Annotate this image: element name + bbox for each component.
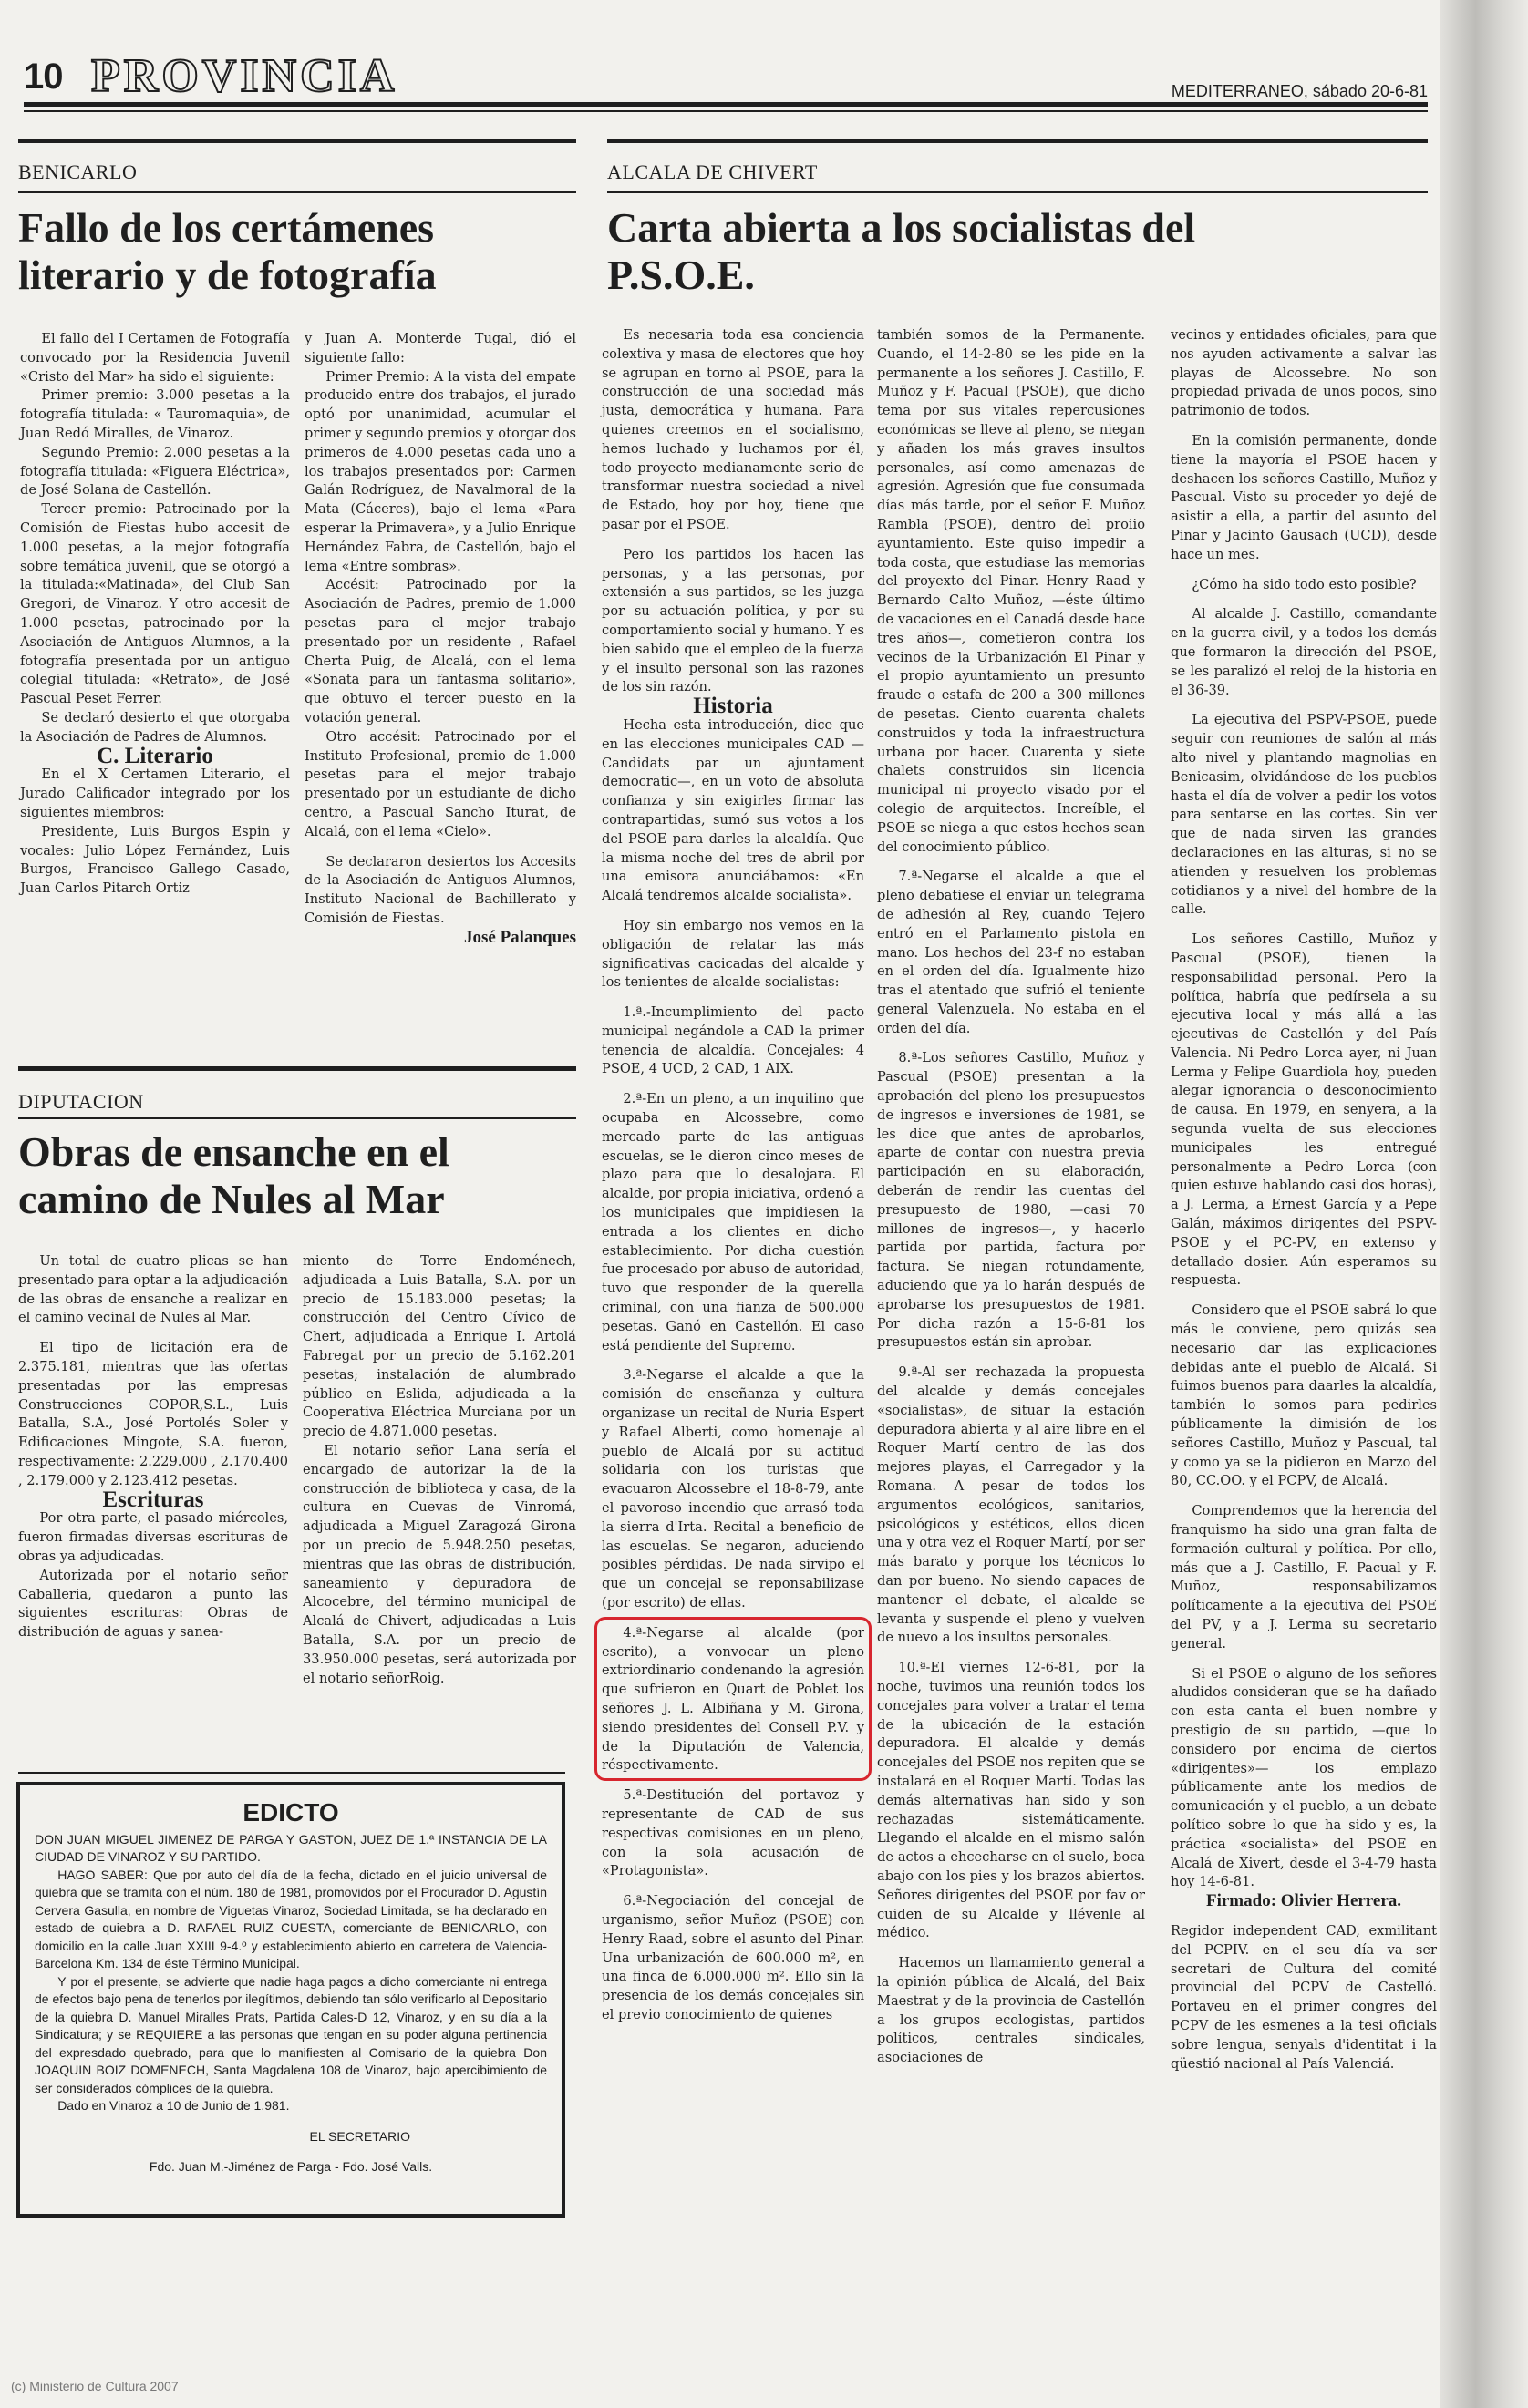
author-bio: Regidor independent CAD, exmilitant del PCPIV. en el seu día va ser secretari de Cultura del comité provincial del PCPV de Castelló. Portaveu en el primer congres del PCPV de les esmenes a la tesi oficials sobre lengua, senyals d'identitat i la qüestió nacional al País Valenciá. bbox=[1171, 1922, 1437, 2072]
highlighted-item-4: 4.ª-Negarse al alcalde (por escrito), a vonvocar un pleno extriordinario condenando la agresión que sufrieron en Quart de Poblet los señores J. L. Albiñana y M. Girona, siendo presidentes del Consell P.V. y de la Diputación de Valencia, réspectivamente. bbox=[602, 1624, 864, 1774]
section-title: PROVINCIA bbox=[91, 50, 398, 102]
alcala-kicker: ALCALA DE CHIVERT bbox=[607, 160, 818, 183]
diputacion-col-1: Un total de cuatro plicas se han presentado para optar a la adjudicación de las obras de ensanche a realizar en el camino vecinal de Nules al Mar. El tipo de licitación era de 2.375.181, mientras que las ofertas presentadas por las empresas Construcciones COPOR,S.L., Luis Batalla, S.A., José Portolés Soler y Edificaciones Mingote, S.A. fueron, respectivamente: 2.229.000 , 2.170.400 , 2.179.000 y 2.123.412 pesetas. Escrituras Por otra parte, el pasado miércoles, fueron firmadas diversas escrituras de obras ya adjudicadas. Autorizada por el notario señor Caballeria, quedaron a punto las siguientes escrituras: Obras de distribución de aguas y sanea- bbox=[18, 1253, 288, 1641]
alcala-col-1: Es necesaria toda esa conciencia colextiva y masa de electores que hoy se agrupan en torno al PSOE, para la construcción de una sociedad más justa, democrática y humana. Para quienes creemos en el socialismo, hemos luchado y luchamos por él, todo proyecto medianamente serio de transformar nuestra sociedad a nivel de Estado, hoy por hoy, tiene que pasar por el PSOE. Pero los partidos los hacen las personas, y a las personas, por extensión a sus partidos, se les juzga por su actuación política, y por su comportamiento social y humano. Y es bien sabido que el empleo de la fuerza y el insulto personal son las razones de los sin razón. Historia Hecha esta introducción, dice que en las elecciones municipales CAD —Candidats par un ajuntament democratic—, en un voto de absoluta confianza y sin exigirles firmar las contrapartidas, sumó sus votos a los del PSOE para darles la alcaldía. Que la misma noche del tres de abril por una emisora anunciábamos: «En Alcalá tendremos alcalde socialista». Hoy sin embargo nos vemos en la obligación de relatar las más significativas cacicadas del alcalde y los tenientes de alcalde socialistas: 1.ª.-Incumplimiento del pacto municipal negándole a CAD la primer tenencia de alcaldía. Concejales: 4 PSOE, 4 UCD, 2 CAD, 1 AIX. 2.ª-En un pleno, a un inquilino que ocupaba en Alcossebre, como mercado parte de las antiguas escuelas, se le dieron cinco meses de plazo para que lo desalojara. El alcalde, por propia iniciativa, ordenó a los municipales que impidiesen la entrada a los clientes en dicho establecimiento. Por dicha cuestión fue procesado por abuso de autoridad, tuvo que responder de la querella criminal, con una fianza de 500.000 pesetas. Ganó en Castellón. El caso está pendiente del Supremo. 3.ª-Negarse el alcalde a que la comisión de enseñanza y cultura organizase un recital de Nuria Espert y Rafael Alberti, como homenaje al pueblo de Alcalá por su actitud solidaria con los turistas que evacuaron Alcossebre el 18-8-79, ante el pavoroso incendio que arrasó toda la sierra d'Irta. Recital a beneficio de las escuelas. Se negaron, aduciendo posibles pérdidas. De nada sirvipo el que un concejal se reponsabilizase (por escrito) de ellas. 4.ª-Negarse al alcalde (por escrito), a vonvocar un pleno extriordinario condenando la agresión que sufrieron en Quart de Poblet los señores J. L. Albiñana y M. Girona, siendo presidentes del Consell P.V. y de la Diputación de Valencia, réspectivamente. 5.ª-Destitución del portavoz y representante de CAD de sus respectivas comisiones en un pleno, con la sola acusación de «Protagonista». 6.ª-Negociación del concejal de urganismo, señor Muñoz (PSOE) con Henry Raad, sobre el asunto del Pinar. Una urbanización de 600.000 m², en una finca de 6.000.000 m². Ello sin la presencia de los demás concejales sin el previo conocimiento de quienes bbox=[602, 327, 864, 2022]
masthead-rule-thin bbox=[24, 110, 1428, 112]
copyright: (c) Ministerio de Cultura 2007 bbox=[11, 2379, 179, 2393]
alcala-col-2: también somos de la Permanente. Cuando, el 14-2-80 se les pide en la permanente a los señores J. Castillo, F. Muñoz y F. Pacual (PSOE), que dicho tema por sus vitales repercusiones económicas se lleve al pleno, se niegan y añaden los más graves insultos personales, así como amenazas de agresión. Agresión que fue consumada días más tarde, por el señor F. Muñoz Rambla (PSOE), dentro del proiio ayuntamiento. Este quiso impedir a toda costa, que estudiase las memorias del proyexto del Pinar. Henry Raad y Bernardo Calto Muñoz, —éste último de vacaciones en el Canadá desde hace tres años—, cometieron contra los vecinos de la Urbanización El Pinar y el propio ayuntamiento un presunto fraude o estafa de 200 a 300 millones de pesetas. Ciento cuarenta chalets construidos y toda la infraestructura urbana por hacer. Cuarenta y siete chalets construidos sin licencia municipal ni proyecto visado por el colegio de arquitectos. Increíble, el PSOE se niega a que estos hechos sean del conocimiento público. 7.ª-Negarse el alcalde a que el pleno debatiese el enviar un telegrama de adhesión al Rey, cuando Tejero entró en el Parlamento pistola en mano. Los hechos del 23-f no estaban en el orden del día. Igualmente hizo tras el atentado que sufrió el teniente general Valenzuela. No estaba en el orden del día. 8.ª-Los señores Castillo, Muñoz y Pascual (PSOE) presentan a la aprobación del pleno los presupuestos de ingresos e inversiones de 1981, se les dice que antes de aprobarlos, aparte de contar con nuestra previa participación en su elaboración, deberán de rendir las cuentas del presupuesto de 1980, —casi 70 millones de ingresos—, y hacerlo partida por partida, factura por factura. Se niegan rotundamente, aduciendo que ya lo harán después de aprobarse los presupuestos de 1981. Por dicha razón a 15-6-81 los presupuestos están sin aprobar. 9.ª-Al ser rechazada la propuesta del alcalde y demás concejales «socialistas», de situar la estación depuradora abierta y al aire libre en el Roquer Martí centro de las dos mejores playas, el Carregador y la Romana. A pesar de todos los argumentos ecológicos, sanitarios, psicológicos y estéticos, ellos dicen una y otra vez el Roquer Martí, por ser más barato y porque los técnicos lo dan por bueno. No siendo capaces de mantener el debate, el alcalde se levanta y suspende el pleno y vuelven de nuevo a los insultos personales. 10.ª-El viernes 12-6-81, por la noche, tuvimos una reunión todos los concejales para volver a tratar el tema de la ubicación de la estación depuradora. El alcalde y demás concejales del PSOE nos repiten que se instalará en el Roquer Martí. Todas las demás alternativas han sido y son rechazadas sistemáticamente. Llegando el alcalde en el mismo salón de actos a ehcecharse en el suelo, boca abajo con los pies y los brazos abiertos. Señores dirigentes del PSOE por fav or cuiden de su Alcalde y llévenle al médico. Hacemos un llamamiento general a la opinión pública de Alcalá, del Baix Maestrat y de la provincia de Castellón a los grupos ecologistas, partidos políticos, centrales sindicales, asociaciones de bbox=[877, 327, 1145, 2066]
benicarlo-top-rule bbox=[18, 139, 576, 143]
diputacion-kicker: DIPUTACION bbox=[18, 1090, 144, 1113]
subhead-historia: Historia bbox=[693, 694, 773, 719]
benicarlo-kicker: BENICARLO bbox=[18, 160, 138, 183]
diputacion-col-2: miento de Torre Endoménech, adjudicada a Luis Batalla, S.A. por un precio de 15.183.000 pesetas; la construcción del Centro Cívico de Chert, adjudicada a Enrique I. Artolá Fabregat por un precio de 5.162.201 pesetas; instalación de alumbrado público en Eslida, adjudicada a la Cooperativa Eléctrica Murciana por un precio de 4.871.000 pesetas. El notario señor Lana sería el encargado de autorizar la de la construcción de biblioteca y casa, de la cultura en Cuevas de Vinromá, adjudicada a Miguel Zaragozá Girona por un precio de 5.948.250 pesetas, mientras que las obras de distribución, saneamiento y depuradora de Alcocebre, del término municipal de Alcalá de Chivert, adjudicadas a Luis Batalla, S.A. por un precio de 33.950.000 pesetas, será autorizada por el notario señorRoig. bbox=[303, 1253, 576, 1686]
benicarlo-col-1: El fallo del I Certamen de Fotografía convocado por la Residencia Juvenil «Cristo del Mar» ha sido el siguiente: Primer premio: 3.000 pesetas a la fotografía titulada: « Tauromaquia», de Juan Redó Miralles, de Vinaroz. Segundo Premio: 2.000 pesetas a la fotografía titulada: «Figuera Eléctrica», de José Solana de Castellón. Tercer premio: Patrocinado por la Comisión de Fiestas hubo accesit de 1.000 pesetas, a la mejor fotografía sobre temática juvenil, que se otorgó a la titulada:«Matinada», del Club San Gregori, de Vinaroz. Y otro accesit de 1.000 pesetas, patrocinado por la Asociación de Antiguos Alumnos, a la fotografía presentada por un antiguo colegial titulada: «Retrato», de José Pascual Peset Ferrer. Se declaró desierto el que otorgaba la Asociación de Padres de Alumnos. C. Literario En el X Certamen Literario, el Jurado Calificador integrado por los siguientes miembros: Presidente, Luis Burgos Espin y vocales: Julio López Fernández, Luis Burgos, Francisco Gallego Casado, Juan Carlos Pitarch Ortiz bbox=[20, 331, 290, 897]
byline: José Palanques bbox=[464, 927, 576, 947]
edicto-title: EDICTO bbox=[243, 1798, 339, 1827]
highlight-box bbox=[594, 1617, 872, 1781]
subhead-escrituras: Escrituras bbox=[102, 1487, 204, 1512]
edicto-secretario: EL SECRETARIO bbox=[309, 2128, 410, 2144]
signature: Firmado: Olivier Herrera. bbox=[1205, 1891, 1402, 1911]
alcala-col-3: vecinos y entidades oficiales, para que nos ayuden activamente a salvar las playas de Alcossebre. No son propiedad privada de unos pocos, sino patrimonio de todos. En la comisión permanente, donde tiene la mayoría el PSOE hacen y deshacen los señores Castillo, Muñoz y Pascual. Visto su proceder yo dejé de asistir a ella, a partir del asunto del Pinar y Jacinto Gausach (UCD), desde hace un mes. ¿Cómo ha sido todo esto posible? Al alcalde J. Castillo, comandante en la guerra civil, y a todos los demás que formaron la dirección del PSOE, se les paralizó el reloj de la historia en el 36-39. La ejecutiva del PSPV-PSOE, puede seguir con reuniones de salón al más alto nivel y plantando magnolias en Benicasim, olvidándose de los pueblos hasta el día de volver a pedir los votos para sentarse en las cortes. Sin ver que de nada sirven las grandes declaraciones en las alturas, si no se atienden y resuelven los problemas cotidianos y a nivel del hombre de la calle. Los señores Castillo, Muñoz y Pascual (PSOE), tienen la responsabilidad personal. Pero la política, habría que pedírsela a su ejecutiva local y más allá a las ejecutivas de Castellón y del País Valencia. Ni Pedro Lorca ayer, ni Juan Lerma y Felipe Guardiola hoy, pueden alegar ignorancia o desconocimiento de causa. En 1979, en senyera, a la segunda vuelta de sus elecciones municipales les entregué personalmente a Pedro Lorca (con quien estuve hablando casi dos horas), a J. Lerma, a Ernest García y a Pepe Galán, máximos dirigentes del PSPV-PSOE y el PC-PV, en extenso y detallado dosier. Aún esperamos su respuesta. Considero que el PSOE sabrá lo que más le conviene, pero quizás sea necesario dar las explicaciones debidas ante el pueblo de Alcalá. Si fuimos buenos para daarles la alcaldía, también lo somos para pedirles públicamente la dimisión de los señores Castillo, Muñoz y Pascual, tal y como ya se la pidieron en Marzo del 80, CC.OO. y el PCPV, de Alcalá. Comprendemos que la herencia del franquismo ha sido una gran falta de formación cultural y política. Por ello, más que a J. Castillo, F. Pacual y F. Muñoz, responsabilizamos políticamente a la ejecutiva del PSOE del PV, y a J. Lerma su secretario general. Si el PSOE o alguno de los señores aludidos consideran que se ha dañado con esta canta el buen nombre y prestigio de su partido, —que lo considero por encima de ciertos «dirigentes»— los emplazo públicamente ante los medios de comunicación y el pueblo, a un debate político sobre lo que ha sido y es, la práctica «socialista» del PSOE en Alcalá de Xivert, desde el 3-4-79 hasta hoy 14-6-81. Firmado: Olivier Herrera. Regidor independent CAD, exmilitant del PCPIV. en el seu día va ser secretari de Cultura del comité provincial del PCPV de Castelló. Portaveu en el primer congres del PCPV de les esmenes a la tesi oficials sobre lengua, senyals d'identitat i la qüestió nacional al País Valenciá. bbox=[1171, 326, 1437, 2074]
benicarlo-col-2: y Juan A. Monterde Tugal, dió el siguiente fallo: Primer Premio: A la vista del empate producido entre dos trabajos, el jurado optó por unanimidad, acumular el primer y segundo premios y otorgar dos primeros de 4.000 pesetas cada uno a los trabajos presentados por: Carmen Galán Rodríguez, de Navalmoral de la Mata (Cáceres), bajo el lema «Para esperar la Primavera», y a Julio Enrique Hernández Fabra, de Castellón, bajo el lema «Entre sombras». Accésit: Patrocinado por la Asociación de Padres, premio de 1.000 pesetas para el mejor trabajo presentado por un residente , Rafael Cherta Puig, de Alcalá, con el lema «Sonata para un fantasma solitario», que obtuvo el tercer puesto en la votación general. Otro accésit: Patrocinado por el Instituto Profesional, premio de 1.000 pesetas para el mejor trabajo presentado por un estudiante de dicho centro, a Pascual Sancho Iturat, de Alcalá, con el lema «Cielo». Se declararon desiertos los Accesits de la Asociación de Antiguos Alumnos, Instituto Nacional de Bachillerato y Comisión de Fiestas. José Palanques bbox=[305, 331, 576, 947]
page-binding-shadow bbox=[1440, 0, 1528, 2408]
benicarlo-headline: Fallo de los certámenes literario y de fotografía bbox=[18, 204, 437, 298]
diputacion-headline: Obras de ensanche en el camino de Nules al Mar bbox=[18, 1128, 449, 1222]
diputacion-top-rule bbox=[18, 1066, 576, 1071]
masthead bbox=[24, 18, 1428, 109]
masthead-rule bbox=[24, 102, 1428, 107]
edicto-firmas: Fdo. Juan M.-Jiménez de Parga - Fdo. José Valls. bbox=[149, 2159, 433, 2174]
alcala-top-rule bbox=[607, 139, 1428, 143]
page-number: 10 bbox=[24, 57, 63, 97]
edicto-notice: EDICTO DON JUAN MIGUEL JIMENEZ DE PARGA Y GASTON, JUEZ DE 1.ª INSTANCIA DE LA CIUDAD DE VINAROZ Y SU PARTIDO. HAGO SABER: Que por auto del día de la fecha, dictado en el juicio universal de quiebra que se tramita con el núm. 180 de 1981, promovidos por el Procurador D. Agustín Cervera Gasulla, en nombre de Viguetas Vinaroz, Sociedad Limitada, se ha declarado en estado de quiebra a D. RAFAEL RUIZ CUESTA, comerciante de BENICARLO, con domicilio en la calle Juan XXIII 9-4.º y establecimiento abierto en carretera de Valencia-Barcelona Km. 134 de éste Término Municipal. Y por el presente, se advierte que nadie haga pagos a dicho comerciante ni entrega de efectos bajo pena de tenerlos por ilegítimos, debiendo tan sólo verificarlo al Depositario de la quiebra D. Manuel Miralles Prats, Partida Cales-D 12, Vinaroz, y en su día a la Sindicatura; y se REQUIERE a las personas que tengan en su poder alguna pertinencia del expresdado quebrado, para que lo manifiesten al Comisario de la quiebra Don JOAQUIN BOIZ DOMENECH, Santa Magdalena 108 de Vinaroz, bajo apercibimiento de ser considerados cómplices de la quiebra. Dado en Vinaroz a 10 de Junio de 1.981. EL SECRETARIO Fdo. Juan M.-Jiménez de Parga - Fdo. José Valls. bbox=[16, 1782, 565, 2218]
dateline: MEDITERRANEO, sábado 20-6-81 bbox=[1171, 82, 1428, 100]
alcala-headline: Carta abierta a los socialistas del P.S.O.E. bbox=[607, 204, 1196, 298]
subhead-literario: C. Literario bbox=[97, 743, 213, 768]
